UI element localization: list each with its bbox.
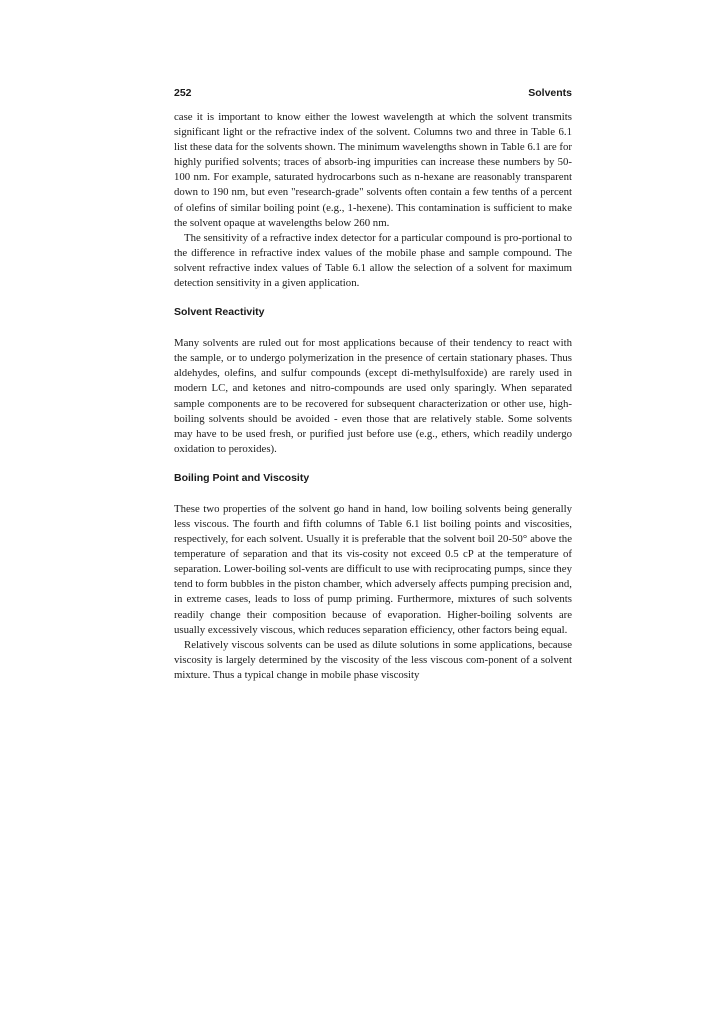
running-head: [174, 86, 572, 100]
reactivity-paragraph-1: Many solvents are ruled out for most applications because of their tendency to react with the sample, or to undergo polymerization in the presence of certain stationary phases. Thus aldehydes, olefins, and sulfur compounds (except di-methylsulfoxide) are rarely used in modern LC, and ketones and nitro-compounds are used only sparingly. When separated sample components are to be recovered for subsequent characterization or other use, high-boiling solvents should be avoided - even those that are relatively stable. Some solvents may have to be used fresh, or purified just before use (e.g., ethers, which readily undergo oxidation to peroxides).: [174, 337, 572, 455]
boiling-paragraph-1: These two properties of the solvent go hand in hand, low boiling solvents being generally less viscous. The fourth and fifth columns of Table 6.1 list boiling points and viscosities, respectively, for each solvent. Usually it is preferable that the solvent boil 20-50° above the temperature of separation and that its vis-cosity not exceed 0.5 cP at the temperature of separation. Lower-boiling sol-vents are difficult to use with reciprocating pumps, since they tend to form bubbles in the piston chamber, which adversely affects pumping precision and, in extreme cases, leads to loss of pump priming. Furthermore, mixtures of such solvents readily change their composition because of evaporation. Higher-boiling solvents are usually excessively viscous, which reduces separation efficiency, other factors being equal.: [174, 502, 572, 636]
intro-paragraph-2: The sensitivity of a refractive index detector for a particular compound is pro-portional to the difference in refractive index values of the mobile phase and sample compound. The solvent refractive index values of Table 6.1 allow the selection of a solvent for maximum detection sensitivity in a given application.: [174, 231, 572, 290]
section-heading-boiling-viscosity: Boiling Point and Viscosity: [174, 471, 310, 484]
intro-paragraph-1: case it is important to know either the lowest wavelength at which the solvent transmits significant light or the refractive index of the solvent. Columns two and three in Table 6.1 list these data for the solvents shown. The minimum wavelengths shown in Table 6.1 are for highly purified solvents; traces of absorb-ing impurities can increase these numbers by 50-100 nm. For example, saturated hydrocarbons such as n-hexane are reasonably transparent down to 190 nm, but even "research-grade" solvents often contain a few tenths of a percent of olefins of similar boiling point (e.g., 1-hexene). This contamination is sufficient to make the solvent opaque at wavelengths below 260 nm.: [174, 111, 572, 229]
section-heading-solvent-reactivity: Solvent Reactivity: [174, 306, 265, 319]
boiling-paragraph-2: Relatively viscous solvents can be used as dilute solutions in some applications, because viscosity is largely determined by the viscosity of the less viscous com-ponent of a solvent mixture. Thus a typical change in mobile phase viscosity: [174, 638, 572, 681]
running-title: Solvents: [528, 87, 572, 99]
page-number: 252: [174, 87, 192, 99]
book-page: [174, 86, 572, 683]
